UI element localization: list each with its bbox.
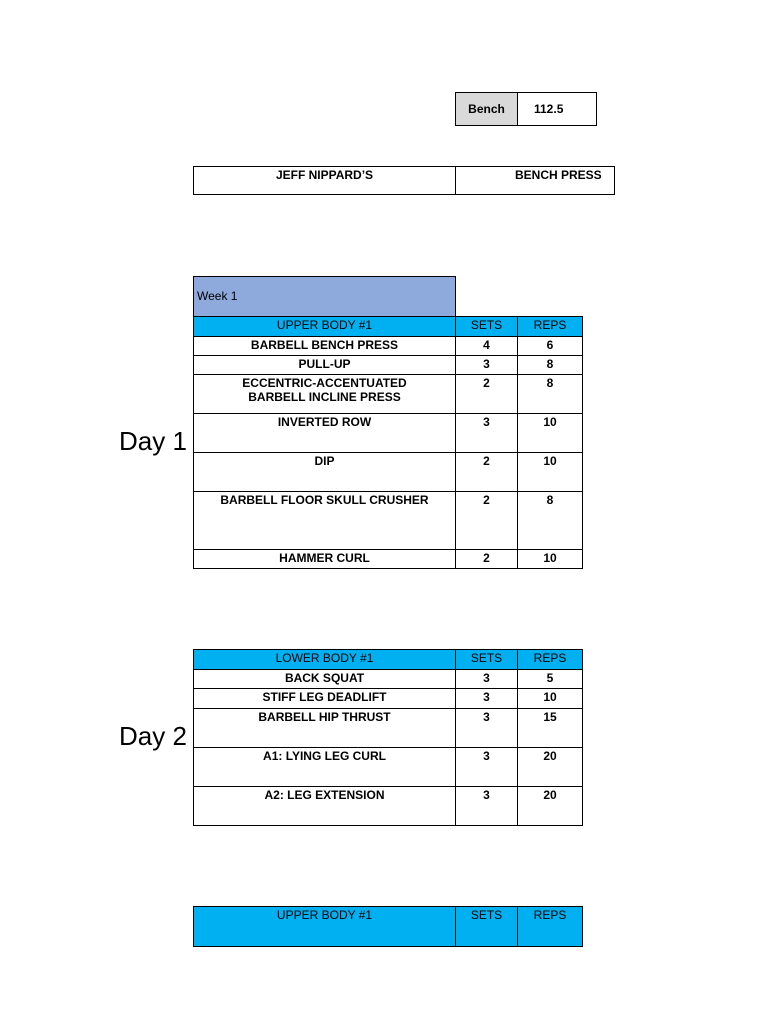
reps-value: 10 (517, 549, 583, 569)
week-label-cell: Week 1 (193, 276, 456, 317)
bench-label-cell: Bench (455, 92, 518, 126)
reps-value: 8 (517, 491, 583, 550)
day2-header-sets: SETS (455, 649, 518, 670)
reps-value: 15 (517, 708, 583, 748)
title-right-cell: BENCH PRESS (455, 166, 615, 195)
reps-value: 10 (517, 688, 583, 709)
reps-value: 8 (517, 355, 583, 375)
exercise-name: A1: LYING LEG CURL (193, 747, 456, 787)
exercise-name: INVERTED ROW (193, 413, 456, 453)
exercise-name: BARBELL FLOOR SKULL CRUSHER (193, 491, 456, 550)
sets-value: 3 (455, 786, 518, 826)
exercise-name: BARBELL BENCH PRESS (193, 336, 456, 356)
day3-header-sets: SETS (455, 906, 518, 947)
day3-header-reps: REPS (517, 906, 583, 947)
day2-header-reps: REPS (517, 649, 583, 670)
bench-value-cell: 112.5 (517, 92, 597, 126)
exercise-name: STIFF LEG DEADLIFT (193, 688, 456, 709)
reps-value: 20 (517, 786, 583, 826)
sets-value: 3 (455, 355, 518, 375)
day1-header-name: UPPER BODY #1 (193, 316, 456, 337)
exercise-name: BACK SQUAT (193, 669, 456, 689)
reps-value: 20 (517, 747, 583, 787)
reps-value: 6 (517, 336, 583, 356)
day2-label: Day 2 (119, 721, 187, 751)
day2-header-name: LOWER BODY #1 (193, 649, 456, 670)
exercise-name: ECCENTRIC-ACCENTUATED BARBELL INCLINE PRESS (193, 374, 456, 414)
reps-value: 5 (517, 669, 583, 689)
sets-value: 3 (455, 688, 518, 709)
exercise-name: PULL-UP (193, 355, 456, 375)
sets-value: 2 (455, 374, 518, 414)
title-left-cell: JEFF NIPPARD’S (193, 166, 456, 195)
sets-value: 2 (455, 452, 518, 492)
day1-header-sets: SETS (455, 316, 518, 337)
exercise-name: HAMMER CURL (193, 549, 456, 569)
sets-value: 3 (455, 747, 518, 787)
reps-value: 10 (517, 413, 583, 453)
sets-value: 3 (455, 669, 518, 689)
exercise-name: A2: LEG EXTENSION (193, 786, 456, 826)
day1-header-reps: REPS (517, 316, 583, 337)
reps-value: 10 (517, 452, 583, 492)
sets-value: 2 (455, 549, 518, 569)
sets-value: 3 (455, 413, 518, 453)
exercise-name: DIP (193, 452, 456, 492)
day1-label: Day 1 (119, 426, 187, 456)
sets-value: 4 (455, 336, 518, 356)
exercise-name: BARBELL HIP THRUST (193, 708, 456, 748)
sets-value: 2 (455, 491, 518, 550)
reps-value: 8 (517, 374, 583, 414)
sets-value: 3 (455, 708, 518, 748)
day3-header-name: UPPER BODY #1 (193, 906, 456, 947)
